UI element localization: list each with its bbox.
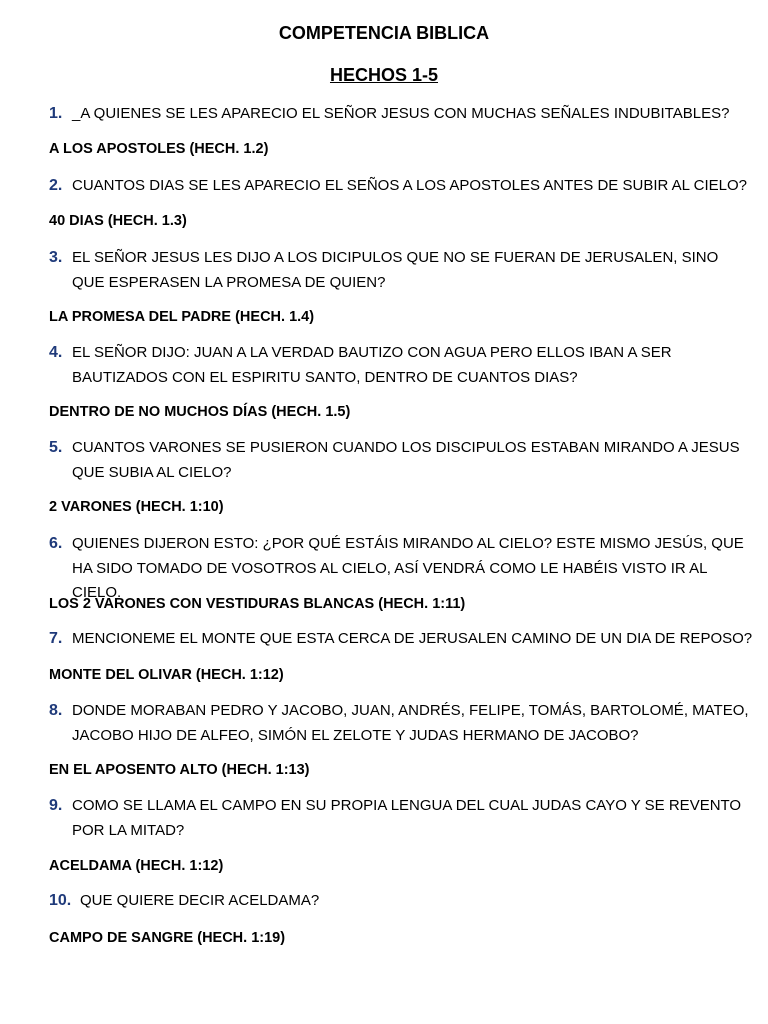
question-text: QUE QUIERE DECIR ACELDAMA? [80,892,320,909]
question-text: CUANTOS DIAS SE LES APARECIO EL SEÑOS A LOS APOSTOLES ANTES DE SUBIR AL CIELO? [72,177,747,194]
question-1 [49,102,754,127]
answer-5: 2 VARONES (HECH. 1:10) [49,499,224,515]
question-number: 9. [49,797,63,814]
question-text: DONDE MORABAN PEDRO Y JACOBO, JUAN, ANDRÉS, FELIPE, TOMÁS, BARTOLOMÉ, MATEO, JACOBO HIJO DE ALFEO, SIMÓN EL ZELOTE Y JUDAS HERMANO DE JACOBO? [72,702,749,744]
answer-7: MONTE DEL OLIVAR (HECH. 1:12) [49,667,284,683]
question-7 [49,627,754,652]
question-text: CUANTOS VARONES SE PUSIERON CUANDO LOS DISCIPULOS ESTABAN MIRANDO A JESUS QUE SUBIA AL CIELO? [72,439,740,481]
question-10 [49,889,754,914]
question-text: EL SEÑOR DIJO: JUAN A LA VERDAD BAUTIZO CON AGUA PERO ELLOS IBAN A SER BAUTIZADOS CON EL ESPIRITU SANTO, DENTRO DE CUANTOS DIAS? [72,344,672,386]
question-text: EL SEÑOR JESUS LES DIJO A LOS DICIPULOS QUE NO SE FUERAN DE JERUSALEN, SINO QUE ESPERASEN LA PROMESA DE QUIEN? [72,249,719,291]
answer-2: 40 DIAS (HECH. 1.3) [49,213,187,229]
question-text: COMO SE LLAMA EL CAMPO EN SU PROPIA LENGUA DEL CUAL JUDAS CAYO Y SE REVENTO POR LA MITAD? [72,797,742,839]
question-4 [49,341,754,390]
answer-1: A LOS APOSTOLES (HECH. 1.2) [49,141,269,157]
question-5 [49,436,754,485]
question-3 [49,246,754,295]
answer-8: EN EL APOSENTO ALTO (HECH. 1:13) [49,762,310,778]
question-number: 3. [49,249,63,266]
question-number: 4. [49,344,63,361]
answer-10: CAMPO DE SANGRE (HECH. 1:19) [49,930,286,946]
question-text: QUIENES DIJERON ESTO: ¿POR QUÉ ESTÁIS MIRANDO AL CIELO? ESTE MISMO JESÚS, QUE HA SIDO TOMADO DE VOSOTROS AL CIELO, ASÍ VENDRÁ COMO LE HABÉIS VISTO IR AL CIELO. [72,535,744,601]
document-subtitle: HECHOS 1-5 [329,65,439,85]
question-9 [49,794,754,843]
question-number: 5. [49,439,63,456]
question-text: _A QUIENES SE LES APARECIO EL SEÑOR JESUS CON MUCHAS SEÑALES INDUBITABLES? [72,105,730,122]
answer-9: ACELDAMA (HECH. 1:12) [49,858,224,874]
question-number: 10. [49,892,72,909]
question-number: 2. [49,177,63,194]
question-8 [49,699,754,748]
question-number: 8. [49,702,63,719]
question-2 [49,174,754,199]
question-number: 7. [49,630,63,647]
answer-4: DENTRO DE NO MUCHOS DÍAS (HECH. 1.5) [49,404,351,420]
answer-3: LA PROMESA DEL PADRE (HECH. 1.4) [49,309,315,325]
question-text: MENCIONEME EL MONTE QUE ESTA CERCA DE JERUSALEN CAMINO DE UN DIA DE REPOSO? [72,630,753,647]
answer-6: LOS 2 VARONES CON VESTIDURAS BLANCAS (HECH. 1:11) [49,596,466,612]
question-number: 1. [49,105,63,122]
question-number: 6. [49,535,63,552]
document-title: COMPETENCIA BIBLICA [278,23,490,43]
